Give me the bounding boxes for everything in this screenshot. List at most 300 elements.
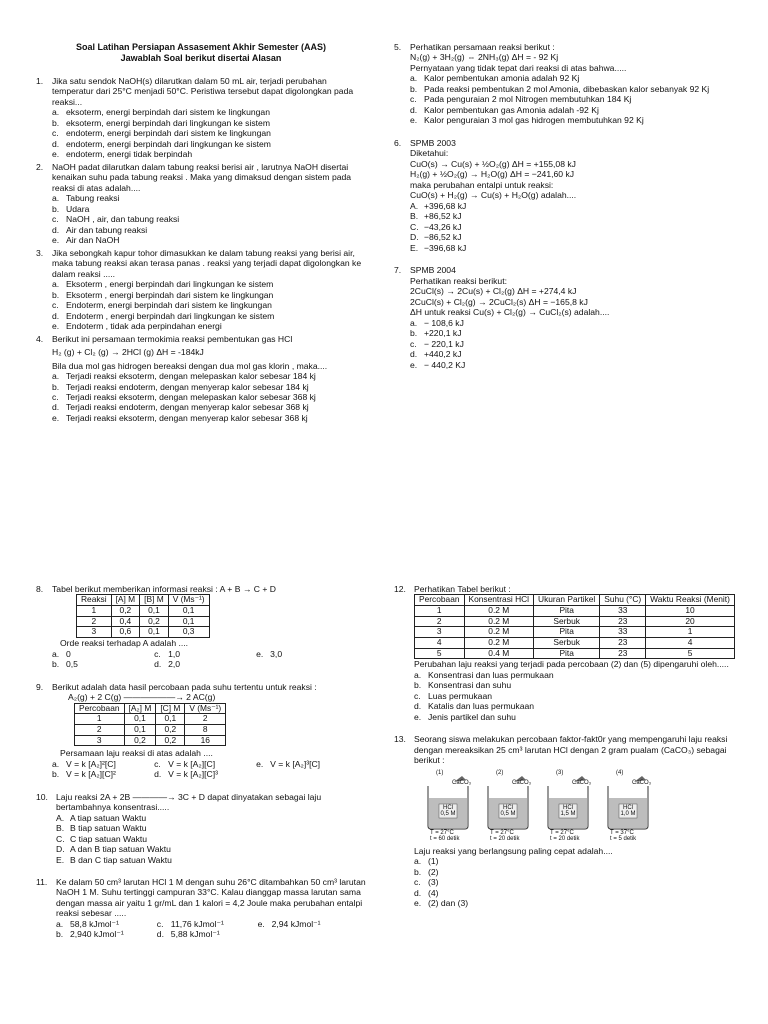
option-text: V = k [A₂][C]	[168, 758, 216, 769]
given-line: maka perubahan entalpi untuk reaksi:	[410, 179, 554, 190]
table-cell: Pita	[534, 627, 600, 638]
question-text: Perhatikan Tabel berikut :	[414, 584, 511, 594]
data-table	[76, 594, 210, 638]
option-text: 5,88 kJmol⁻¹	[170, 929, 220, 940]
option	[56, 855, 371, 865]
table-row	[77, 606, 210, 617]
option	[414, 867, 744, 877]
question-subtext: Perubahan laju reaksi yang terjadi pada percobaan (2) dan (5) dipengaruhi oleh.....	[414, 659, 729, 670]
option-letter: b.	[56, 929, 64, 940]
table-header: Percobaan	[415, 595, 465, 606]
option-letter: c.	[52, 128, 59, 139]
question-2	[36, 162, 366, 193]
options-q4	[52, 371, 366, 423]
option-letter: d.	[52, 310, 60, 321]
beaker	[422, 770, 474, 842]
question-text: Laju reaksi 2A + 2B ————→ 3C + D dapat dinyatakan sebagai laju bertambahnya konsentrasi.....	[56, 791, 322, 813]
option	[414, 701, 744, 711]
option	[52, 759, 154, 769]
option	[157, 919, 258, 929]
option-text: 2,940 kJmol⁻¹	[70, 929, 124, 940]
table-row	[75, 724, 226, 735]
table-cell: 0,2	[156, 724, 185, 735]
table-cell: 0,2	[111, 606, 140, 617]
option-letter: a.	[410, 317, 418, 328]
beaker-solution: HCl 0,5 M	[440, 804, 456, 817]
option-text: V = k [A₂]²[C]	[66, 758, 116, 769]
option	[56, 929, 157, 939]
option	[414, 888, 744, 898]
option-text: V = k [A₂]³[C]	[270, 758, 321, 769]
table-cell: 1	[75, 714, 125, 725]
options-q3	[52, 279, 366, 331]
option-text: NaOH , air, dan tabung reaksi	[66, 214, 180, 225]
table-row	[77, 627, 210, 638]
table-cell: 16	[185, 735, 226, 746]
options-q2	[52, 193, 366, 245]
table-cell: 2	[77, 616, 112, 627]
option	[414, 712, 744, 722]
option-text: (2) dan (3)	[428, 898, 469, 909]
option-text: endoterm, energi berpindah dari lingkungan ke sistem	[66, 138, 271, 149]
table-cell: 5	[415, 648, 465, 659]
table-cell: 3	[77, 627, 112, 638]
option-text: A dan B tiap satuan Waktu	[70, 844, 171, 855]
options-q9	[52, 759, 371, 780]
option-letter: d.	[52, 224, 60, 235]
option	[52, 659, 154, 669]
option	[154, 759, 256, 769]
option-text: Eksoterm , energi berpindah dari sistem ke lingkungan	[66, 289, 274, 300]
table-cell: 3	[415, 627, 465, 638]
table-row	[415, 616, 735, 627]
option-letter: b.	[52, 117, 60, 128]
table-cell: 10	[646, 606, 735, 617]
table-cell: 2	[415, 616, 465, 627]
option-text: Katalis dan luas permukaan	[428, 701, 535, 712]
question-10	[36, 792, 371, 813]
option-text: eksoterm, energi berpindah dari sistem ke lingkungan	[66, 107, 270, 118]
options-q13	[414, 856, 744, 908]
table-cell: 0,2	[124, 735, 156, 746]
option	[414, 691, 744, 701]
option	[410, 360, 739, 370]
question-text: Tabel berikut memberikan informasi reaksi : A + B → C + D	[52, 584, 277, 594]
question-subtext: Bila dua mol gas hidrogen bereaksi dengan dua mol gas klorin , maka....	[52, 360, 328, 371]
option-letter: B.	[56, 823, 65, 834]
beaker-figure	[422, 770, 744, 842]
option-text: Endoterm , energi berpindah dari lingkungan ke sistem	[66, 310, 275, 321]
option-text: Tabung reaksi	[66, 193, 120, 204]
question-number: 1.	[36, 75, 44, 86]
option-letter: b.	[410, 328, 418, 339]
options-q10	[56, 813, 371, 865]
option	[410, 339, 739, 349]
question-subtext: Persamaan laju reaksi di atas adalah ....	[60, 748, 213, 759]
table-cell: 0,2	[140, 616, 169, 627]
option	[52, 225, 366, 235]
table-header: [C] M	[156, 703, 185, 714]
beaker-number: (3)	[556, 769, 564, 776]
beaker-solution: HCl 1,0 M	[620, 804, 636, 817]
option	[52, 371, 366, 381]
table-cell: 4	[415, 638, 465, 649]
doc-title: Soal Latihan Persiapan Assasement Akhir Semester (AAS)	[76, 42, 326, 52]
option-text: endoterm, energi berpindah dari sistem ke lingkungan	[66, 128, 271, 139]
equation: N₂(g) + 3H₂(g) ⇔ 2NH₃(g) ΔH = - 92 Kj	[410, 52, 559, 63]
table-header: [B] M	[140, 595, 169, 606]
option-text: +440,2 kJ	[424, 349, 462, 360]
option-text: Endoterm, energi berpindah dari sistem ke lingkungan	[66, 300, 272, 311]
option-letter: b.	[52, 769, 60, 780]
option	[410, 349, 739, 359]
option-letter: e.	[256, 648, 264, 659]
option-letter: E.	[56, 854, 65, 865]
option-text: +86,52 kJ	[424, 211, 462, 222]
beaker-number: (4)	[616, 769, 624, 776]
option-text: Air dan NaOH	[66, 235, 120, 246]
option-letter: C.	[410, 221, 419, 232]
option	[410, 201, 739, 211]
option-letter: c.	[156, 918, 164, 929]
option	[52, 392, 366, 402]
table-header: Waktu Reaksi (Menit)	[646, 595, 735, 606]
question-number: 7.	[394, 265, 402, 276]
option-letter: a.	[52, 371, 60, 382]
options-q5	[410, 73, 739, 125]
option	[52, 118, 366, 128]
option-text: V = k [A₂][C]²	[66, 769, 116, 780]
question-text: SPMB 2003	[410, 137, 456, 148]
option-text: 0,5	[66, 659, 78, 670]
options-q1	[52, 107, 366, 159]
table-row	[77, 616, 210, 627]
beaker-temp: T = 37°C	[610, 829, 634, 836]
option-letter: e.	[52, 149, 60, 160]
beaker	[602, 770, 654, 842]
table-cell: 0.4 M	[464, 648, 534, 659]
option-letter: a.	[410, 73, 418, 84]
option-text: Luas permukaan	[428, 690, 493, 701]
option	[52, 300, 366, 310]
table-cell: 23	[600, 638, 646, 649]
option-text: Kalor pembentukan amonia adalah 92 Kj	[424, 73, 580, 84]
given-line: 2CuCl(s) + Cl₂(g) → 2CuCl₂(s) ΔH = −165,8 kJ	[410, 296, 588, 307]
table-row	[415, 648, 735, 659]
option	[52, 290, 366, 300]
question-3	[36, 248, 366, 279]
table-row	[415, 638, 735, 649]
beaker-time: t = 20 detik	[550, 835, 580, 842]
question-text: Jika sebongkah kapur tohor dimasukkan ke dalam tabung reaksi yang berisi air, maka tabung reaksi akan terasa panas . reaksi yang terjadi dapat digolongkan ke dalam reaksi .....	[52, 247, 362, 279]
option	[410, 115, 739, 125]
option-letter: d.	[414, 701, 422, 712]
options-q8	[52, 649, 371, 670]
table-header: Konsentrasi HCl	[464, 595, 534, 606]
option-letter: a.	[414, 669, 422, 680]
option	[52, 193, 366, 203]
beaker-label: CaCO₃	[452, 779, 472, 786]
question-text: Seorang siswa melakukan percobaan faktor-fakt0r yang mempengaruhi laju reaksi dengan mereaksikan 25 cm³ larutan HCl dengan 2 gram pualam (CaCO₃) sebagai berikut :	[414, 734, 728, 766]
option	[410, 243, 739, 253]
table-cell: 23	[600, 616, 646, 627]
option-text: 11,76 kJmol⁻¹	[170, 918, 224, 929]
option-letter: e.	[52, 235, 60, 246]
option-letter: a.	[52, 279, 60, 290]
beaker-temp: T = 27°C	[490, 829, 514, 836]
option-text: 58,8 kJmol⁻¹	[70, 918, 119, 929]
question-7	[394, 265, 739, 317]
table-header: Percobaan	[75, 703, 125, 714]
option	[52, 769, 154, 779]
table-cell: 0.2 M	[464, 606, 534, 617]
option	[52, 382, 366, 392]
option	[414, 680, 744, 690]
options-q12	[414, 670, 744, 722]
table-cell: 2	[75, 724, 125, 735]
option-text: eksoterm, energi berpindah dari lingkungan ke sistem	[66, 117, 270, 128]
option-letter: a.	[414, 856, 422, 867]
table-cell: 0,3	[168, 627, 209, 638]
table-cell: 0,6	[111, 627, 140, 638]
table-cell: 0.2 M	[464, 627, 534, 638]
beaker-label: CaCO₃	[632, 779, 652, 786]
option-letter: e.	[52, 412, 60, 423]
option	[52, 311, 366, 321]
beaker-number: (1)	[436, 769, 444, 776]
option	[56, 813, 371, 823]
question-5	[394, 42, 739, 73]
option-letter: e.	[414, 711, 422, 722]
option-letter: c.	[52, 391, 59, 402]
option	[52, 235, 366, 245]
table-row	[415, 606, 735, 617]
question-9	[36, 682, 371, 759]
option-letter: d.	[410, 349, 418, 360]
table-cell: 2	[185, 714, 226, 725]
option-letter: A.	[410, 200, 419, 211]
option	[154, 649, 256, 659]
equation: H₂ (g) + Cl₂ (g) → 2HCl (g) ΔH = -184kJ	[52, 347, 204, 358]
given-line: CuO(s) → Cu(s) + ½O₂(g) ΔH = +155,08 kJ	[410, 158, 576, 169]
option-text: −86,52 kJ	[424, 232, 462, 243]
beaker-solution: HCl 1,5 M	[560, 804, 576, 817]
question-13	[394, 734, 744, 856]
question-4	[36, 334, 366, 371]
option-text: − 108,6 kJ	[424, 317, 464, 328]
question-number: 10.	[36, 791, 48, 802]
table-cell: 1	[646, 627, 735, 638]
option-text: Pada penguraian 2 mol Nitrogen membutuhkan 184 Kj	[424, 94, 632, 105]
option-text: C tiap satuan Waktu	[70, 833, 148, 844]
option	[52, 279, 366, 289]
option-text: Endoterm , tidak ada perpindahan energi	[66, 321, 222, 332]
option-letter: b.	[52, 203, 60, 214]
option-letter: c.	[414, 690, 421, 701]
table-cell: 0,2	[156, 735, 185, 746]
option-letter: A.	[56, 812, 65, 823]
option-text: B dan C tiap satuan Waktu	[70, 854, 172, 865]
option-text: Konsentrasi dan suhu	[428, 680, 512, 691]
option	[52, 128, 366, 138]
option-text: V = k [A₂][C]³	[168, 769, 218, 780]
beaker-time: t = 60 detik	[430, 835, 460, 842]
option-letter: c.	[414, 877, 421, 888]
option-letter: D.	[56, 844, 65, 855]
option	[410, 328, 739, 338]
table-cell: 5	[646, 648, 735, 659]
option-letter: D.	[410, 232, 419, 243]
question-text: Perhatikan persamaan reaksi berikut :	[410, 42, 555, 52]
options-q6	[410, 201, 739, 253]
beaker-time: t = 20 detik	[490, 835, 520, 842]
table-cell: 3	[75, 735, 125, 746]
beaker-icon	[482, 770, 534, 830]
table-cell: 33	[600, 627, 646, 638]
option-letter: d.	[410, 104, 418, 115]
question-6	[394, 138, 739, 201]
question-number: 12.	[394, 584, 406, 594]
option-letter: e.	[410, 359, 418, 370]
option	[410, 232, 739, 242]
option	[410, 73, 739, 83]
table-cell: Serbuk	[534, 616, 600, 627]
question-subtext: Pernyataan yang tidak tepat dari reaksi di atas bahwa.....	[410, 62, 627, 73]
option	[258, 919, 359, 929]
given-line: Perhatikan reaksi berikut:	[410, 275, 507, 286]
option	[256, 759, 358, 769]
question-text: Jika satu sendok NaOH(s) dilarutkan dalam 50 mL air, terjadi perubahan temperatur dari 25°C menjadi 50°C. Peristiwa tersebut dapat digolongkan pada reaksi...	[52, 75, 354, 107]
table-header: [A₂] M	[124, 703, 156, 714]
table-cell: 0,1	[156, 714, 185, 725]
question-number: 8.	[36, 584, 44, 594]
options-q7	[410, 318, 739, 370]
option-letter: b.	[52, 659, 60, 670]
table-cell: 0.2 M	[464, 638, 534, 649]
question-number: 5.	[394, 42, 402, 52]
option-text: Jenis partikel dan suhu	[428, 711, 516, 722]
option	[52, 204, 366, 214]
option-letter: b.	[52, 381, 60, 392]
beaker-icon	[542, 770, 594, 830]
option	[154, 659, 256, 669]
question-text: NaOH padat dilarutkan dalam tabung reaksi berisi air , larutnya NaOH disertai kenaikan suhu pada tabung reaksi . Maka yang dimaksud dengan sistem pada reaksi di atas adalah....	[52, 161, 352, 193]
option	[256, 649, 358, 659]
question-subtext: Laju reaksi yang berlangsung paling cepat adalah....	[414, 845, 613, 856]
data-table	[74, 703, 226, 747]
option-text: 1,0	[168, 648, 181, 659]
option	[410, 94, 739, 104]
option-letter: d.	[154, 659, 162, 670]
option-text: 2,94 kJmol⁻¹	[271, 918, 321, 929]
option-letter: b.	[414, 680, 422, 691]
given-line: Diketahui:	[410, 148, 449, 159]
beaker-icon	[602, 770, 654, 830]
option-text: Terjadi reaksi eksoterm, dengan melepaskan kalor sebesar 368 kj	[66, 391, 316, 402]
table-header: V (Ms⁻¹)	[168, 595, 209, 606]
beaker-solution: HCl 0,5 M	[500, 804, 516, 817]
option	[154, 769, 256, 779]
option-letter: c.	[410, 338, 417, 349]
option	[414, 877, 744, 887]
beaker-time: t = 5 detik	[610, 835, 637, 842]
option-text: Udara	[66, 203, 90, 214]
table-cell: Pita	[534, 648, 600, 659]
doc-subtitle: Jawablah Soal berikut disertai Alasan	[120, 52, 282, 63]
option-letter: C.	[56, 833, 65, 844]
given-lines	[410, 148, 739, 200]
question-12	[394, 584, 744, 670]
left-column-top	[36, 42, 366, 423]
option-text: −43,26 kJ	[424, 221, 462, 232]
table-header: V (Ms⁻¹)	[185, 703, 226, 714]
beaker-label: CaCO₃	[512, 779, 532, 786]
table-cell: Pita	[534, 606, 600, 617]
beaker	[542, 770, 594, 842]
option-text: (1)	[428, 856, 439, 867]
option-text: endoterm, energi tidak berpindah	[66, 149, 193, 160]
option	[414, 856, 744, 866]
option-text: Terjadi reaksi endoterm, dengan menyerap kalor sebesar 184 kj	[66, 381, 309, 392]
beaker-label: CaCO₃	[572, 779, 592, 786]
option-letter: c.	[52, 214, 59, 225]
option-letter: c.	[52, 300, 59, 311]
option-letter: d.	[414, 887, 422, 898]
question-number: 13.	[394, 734, 406, 745]
option-letter: d.	[156, 929, 164, 940]
option-text: 3,0	[270, 648, 283, 659]
option	[52, 649, 154, 659]
option-text: − 220,1 kJ	[424, 338, 464, 349]
right-column-top	[394, 40, 739, 370]
option-text: Terjadi reaksi eksoterm, dengan melepaskan kalor sebesar 184 kj	[66, 371, 316, 382]
question-number: 3.	[36, 247, 44, 258]
option-text: +220,1 kJ	[424, 328, 462, 339]
option-letter: c.	[154, 758, 161, 769]
option	[410, 105, 739, 115]
table-header: [A] M	[111, 595, 140, 606]
option-letter: E.	[410, 242, 419, 253]
table-cell: 0,1	[168, 606, 209, 617]
option	[414, 670, 744, 680]
equation: A₂(g) + 2 C(g) ——————→ 2 AC(g)	[68, 692, 216, 703]
table-cell: 4	[646, 638, 735, 649]
data-table	[414, 594, 735, 659]
option-letter: b.	[52, 289, 60, 300]
option	[52, 149, 366, 159]
option-text: 0	[66, 648, 71, 659]
option-letter: d.	[154, 769, 162, 780]
option-letter: d.	[52, 402, 60, 413]
given-line: H₂(g) + ½O₂(g) → H₂O(g) ΔH = −241,60 kJ	[410, 169, 575, 180]
option	[410, 84, 739, 94]
option	[56, 844, 371, 854]
option-text: Kalor pembentukan gas Amonia adalah -92 Kj	[424, 104, 599, 115]
option-text: 2,0	[168, 659, 181, 670]
option	[410, 222, 739, 232]
question-11	[36, 877, 371, 919]
option-text: Eksoterm , energi berpindah dari lingkungan ke sistem	[66, 279, 274, 290]
option	[157, 929, 258, 939]
option-letter: b.	[410, 83, 418, 94]
option-letter: e.	[410, 115, 418, 126]
table-cell: 0,1	[140, 627, 169, 638]
option-letter: a.	[52, 758, 60, 769]
option	[56, 919, 157, 929]
table-cell: 0.2 M	[464, 616, 534, 627]
question-text: SPMB 2004	[410, 265, 456, 276]
left-column-bottom	[36, 582, 371, 940]
